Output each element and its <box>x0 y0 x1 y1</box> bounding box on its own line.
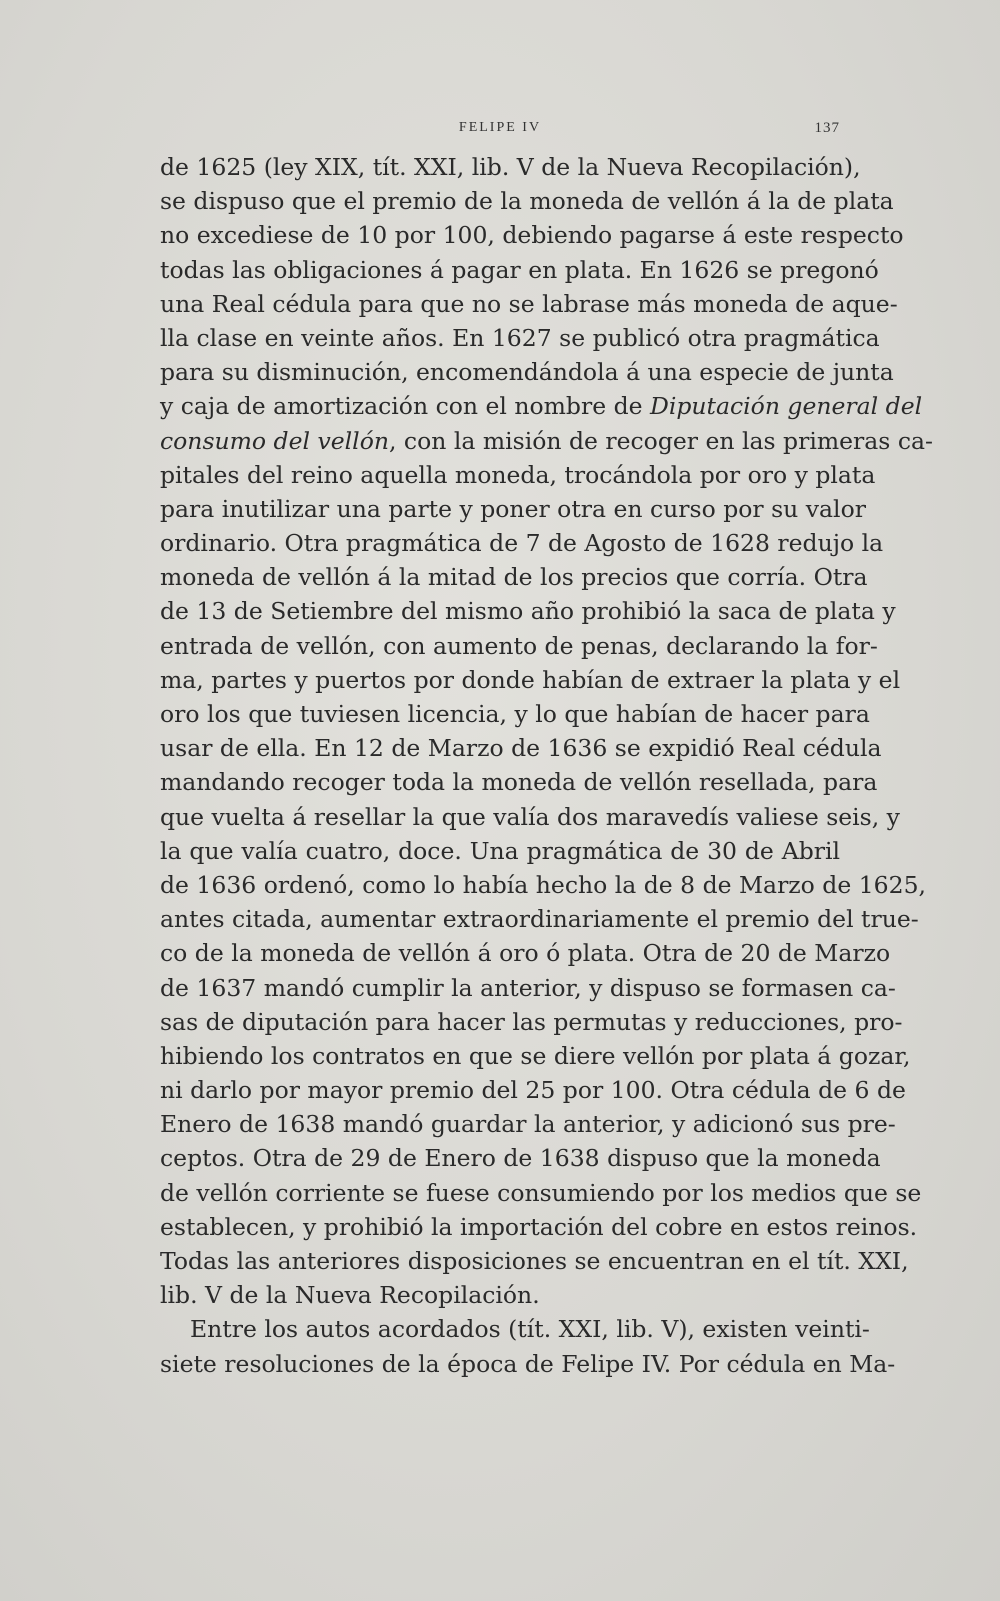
text-line: entrada de vellón, con aumento de penas, declarando la for- <box>160 631 878 660</box>
text-line: oro los que tuviesen licencia, y lo que habían de hacer para <box>160 700 870 728</box>
text-line: se dispuso que el premio de la moneda de vellón á la de plata <box>160 187 894 216</box>
text-line: todas las obligaciones á pagar en plata. En 1626 se pregonó <box>160 255 879 284</box>
text-line <box>160 389 923 423</box>
text-line: de vellón corriente se fuese consumiendo por los medios que se <box>160 1178 922 1207</box>
italic-title-part-1: Diputación general del <box>650 392 923 421</box>
text-line: usar de ella. En 12 de Marzo de 1636 se expidió Real cédula <box>160 734 882 763</box>
text-line: siete resoluciones de la época de Felipe IV. Por cédula en Ma- <box>160 1349 896 1378</box>
text-line: moneda de vellón á la mitad de los precios que corría. Otra <box>160 563 868 592</box>
text-line: no excediese de 10 por 100, debiendo pagarse á este respecto <box>160 221 904 250</box>
text-line: de 1637 mandó cumplir la anterior, y dispuso se formasen ca- <box>160 973 896 1002</box>
text-line: de 13 de Setiembre del mismo año prohibió la saca de plata y <box>160 597 896 626</box>
text-line: establecen, y prohibió la importación del cobre en estos reinos. <box>160 1212 918 1241</box>
text-line: que vuelta á resellar la que valía dos maravedís valiese seis, y <box>160 802 900 831</box>
page-number: 137 <box>814 120 840 136</box>
text-line: ordinario. Otra pragmática de 7 de Agosto de 1628 redujo la <box>160 529 884 558</box>
paragraph-start-line: Entre los autos acordados (tít. XXI, lib. V), existen veinti- <box>190 1315 870 1344</box>
text-line: Enero de 1638 mandó guardar la anterior, y adicionó sus pre- <box>160 1110 896 1139</box>
text-line: para su disminución, encomendándola á una especie de junta <box>160 358 894 387</box>
body-text <box>160 150 933 1381</box>
text-line: antes citada, aumentar extraordinariamente el premio del true- <box>160 905 919 934</box>
text-line <box>160 424 933 458</box>
text-line: la que valía cuatro, doce. Una pragmática de 30 de Abril <box>160 836 840 865</box>
italic-title-part-2: consumo del vellón <box>160 426 389 455</box>
running-head <box>160 120 840 144</box>
text-line: sas de diputación para hacer las permutas y reducciones, pro- <box>160 1007 903 1036</box>
text-run: , con la misión de recoger en las primeras ca- <box>388 426 933 455</box>
paragraph-end-line: lib. V de la Nueva Recopilación. <box>160 1281 540 1310</box>
text-line: lla clase en veinte años. En 1627 se publicó otra pragmática <box>160 323 880 352</box>
text-line: ma, partes y puertos por donde habían de extraer la plata y el <box>160 665 901 694</box>
text-line: ceptos. Otra de 29 de Enero de 1638 dispuso que la moneda <box>160 1144 881 1173</box>
text-line: co de la moneda de vellón á oro ó plata. Otra de 20 de Marzo <box>160 939 891 968</box>
text-line: mandando recoger toda la moneda de vellón resellada, para <box>160 768 878 797</box>
text-line: hibiendo los contratos en que se diere vellón por plata á gozar, <box>160 1041 911 1070</box>
text-line: de 1636 ordenó, como lo había hecho la de 8 de Marzo de 1625, <box>160 870 926 899</box>
text-line: una Real cédula para que no se labrase más moneda de aque- <box>160 289 898 318</box>
running-title: FELIPE IV <box>458 120 542 135</box>
text-line: pitales del reino aquella moneda, trocándola por oro y plata <box>160 460 876 489</box>
text-line: Todas las anteriores disposiciones se encuentran en el tít. XXI, <box>160 1247 909 1275</box>
text-line: de 1625 (ley XIX, tít. XXI, lib. V de la Nueva Recopilación), <box>160 153 861 181</box>
text-run: y caja de amortización con el nombre de <box>160 392 651 421</box>
text-line: para inutilizar una parte y poner otra en curso por su valor <box>160 494 866 523</box>
text-line: ni darlo por mayor premio del 25 por 100. Otra cédula de 6 de <box>160 1076 906 1105</box>
